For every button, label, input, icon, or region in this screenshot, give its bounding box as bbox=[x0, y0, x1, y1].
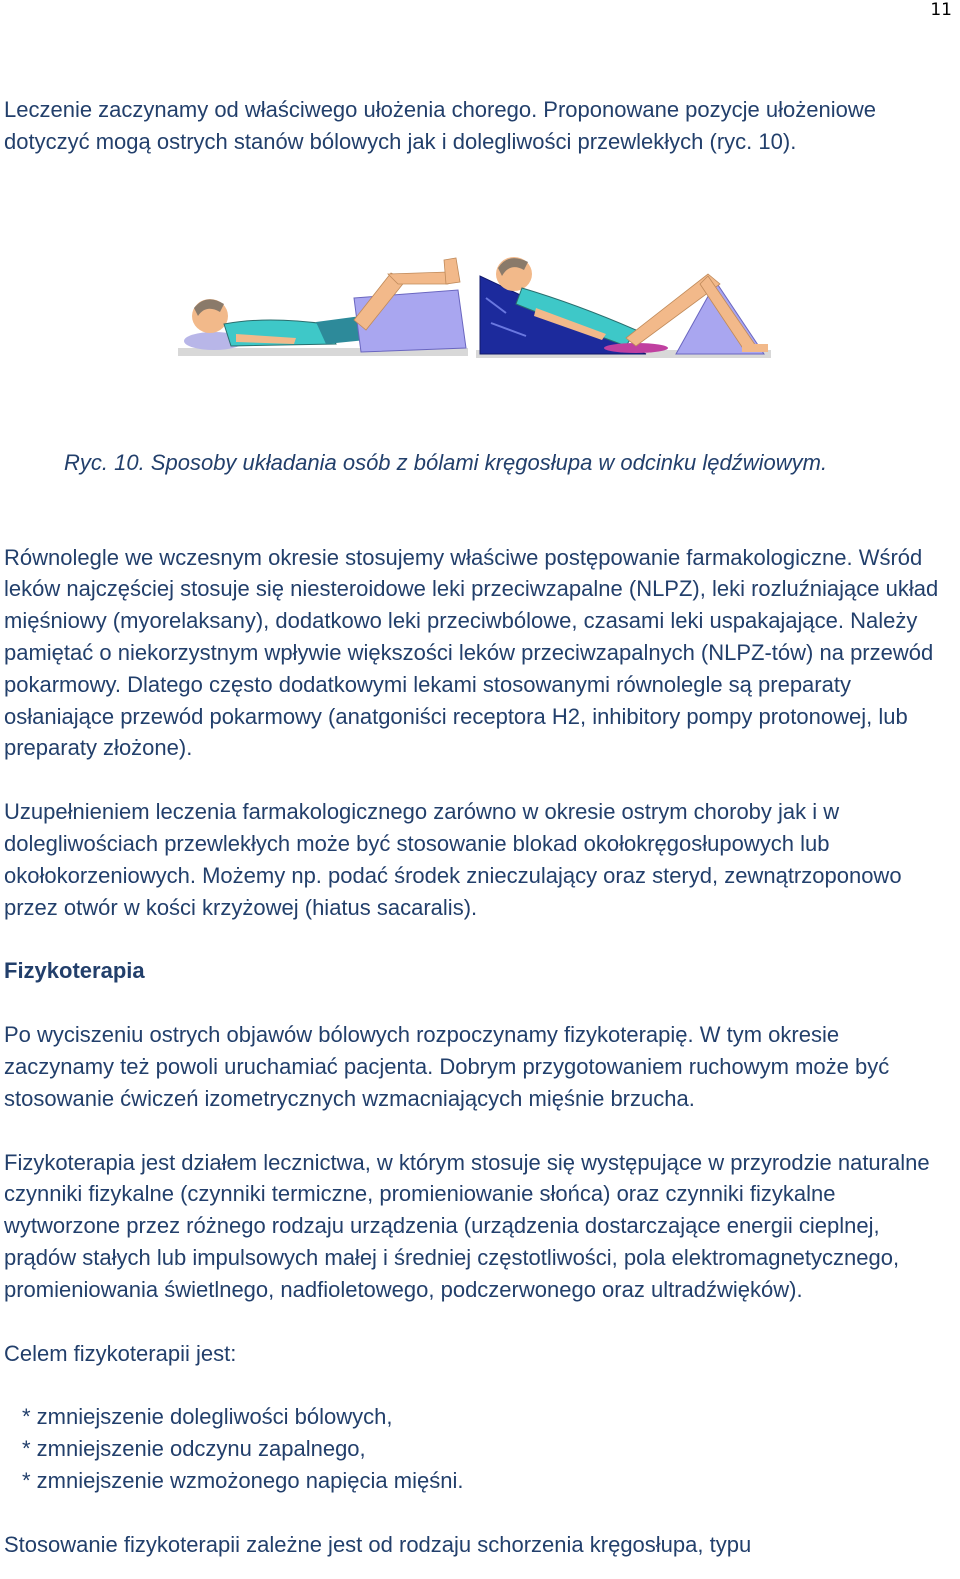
spacer bbox=[4, 1369, 952, 1401]
list-item: * zmniejszenie dolegliwości bólowych, bbox=[22, 1404, 393, 1430]
paragraph-pharmacology: Równolegle we wczesnym okresie stosujemy właściwe postępowanie farmakologiczne. Wśród leków najczęściej stosuje się niesteroidowe leki przeciwzapalne (NLPZ), leki rozluźniające układ mięśniowy (myorelaksany), dodatkowo leki przeciwbólowe, czasami leki uspakajające. Należy pamiętać o niekorzystnym wpływie większości leków przeciwzapalnych (NLPZ-tów) na przewód pokarmowy. Dlatego często dodatkowymi lekami stosowanymi równolegle są preparaty osłaniające przewód pokarmowy (anatgoniści receptora H2, inhibitory pompy protonowej, lub preparaty złożone). bbox=[4, 544, 939, 761]
spacer bbox=[4, 1306, 952, 1338]
list-item: * zmniejszenie wzmożonego napięcia mięśni. bbox=[22, 1467, 464, 1493]
paragraph-physio-intro: Po wyciszeniu ostrych objawów bólowych rozpoczynamy fizykoterapię. W tym okresie zaczynamy też powoli uruchamiać pacjenta. Dobrym przygotowaniem ruchowym może być stosowanie ćwiczeń izometrycznych wzmacniających mięśnie brzucha. bbox=[4, 1022, 890, 1111]
goals-list bbox=[4, 1401, 952, 1496]
list-item: * zmniejszenie odczynu zapalnego, bbox=[22, 1436, 366, 1462]
spacer bbox=[4, 478, 952, 542]
spacer bbox=[4, 987, 952, 1019]
document-body bbox=[4, 94, 952, 1561]
section-heading-physiotherapy: Fizykoterapia bbox=[4, 958, 145, 984]
spacer bbox=[4, 1115, 952, 1147]
figure-illustration bbox=[176, 238, 776, 378]
right-position-illustration bbox=[476, 257, 771, 358]
spacer bbox=[4, 1497, 952, 1529]
left-position-illustration bbox=[178, 258, 468, 356]
paragraph-physio-definition: Fizykoterapia jest działem lecznictwa, w którym stosuje się występujące w przyrodzie naturalne czynniki fizykalne (czynniki termiczne, promieniowanie słońca) oraz czynniki fizykalne wytworzone przez różnego rodzaju urządzenia (urządzenia dostarczające energii cieplnej, prądów stałych lub impulsowych małej i średniej częstotliwości, pola elektromagnetycznego, promieniowania świetlnego, nadfioletowego, podczerwonego oraz ultradźwięków). bbox=[4, 1149, 930, 1302]
spacer bbox=[4, 764, 952, 796]
figure-caption: Ryc. 10. Sposoby układania osób z bólami kręgosłupa w odcinku lędźwiowym. bbox=[64, 449, 828, 475]
page-number: 11 bbox=[930, 0, 952, 20]
paragraph-intro: Leczenie zaczynamy od właściwego ułożenia chorego. Proponowane pozycje ułożeniowe dotyczyć mogą ostrych stanów bólowych jak i dolegliwości przewlekłych (ryc. 10). bbox=[4, 97, 876, 154]
paragraph-closing: Stosowanie fizykoterapii zależne jest od rodzaju schorzenia kręgosłupa, typu bbox=[4, 1531, 752, 1557]
spacer bbox=[4, 923, 952, 955]
paragraph-blocks: Uzupełnieniem leczenia farmakologicznego zarówno w okresie ostrym choroby jak i w dolegliwościach przewlekłych może być stosowanie blokad okołokręgosłupowych lub okołokorzeniowych. Możemy np. podać środek znieczulający oraz steryd, zewnątrzoponowo przez otwór w kości krzyżowej (hiatus sacaralis). bbox=[4, 799, 902, 920]
figure-positions bbox=[4, 238, 952, 433]
paragraph-goals-lead: Celem fizykoterapii jest: bbox=[4, 1340, 237, 1366]
